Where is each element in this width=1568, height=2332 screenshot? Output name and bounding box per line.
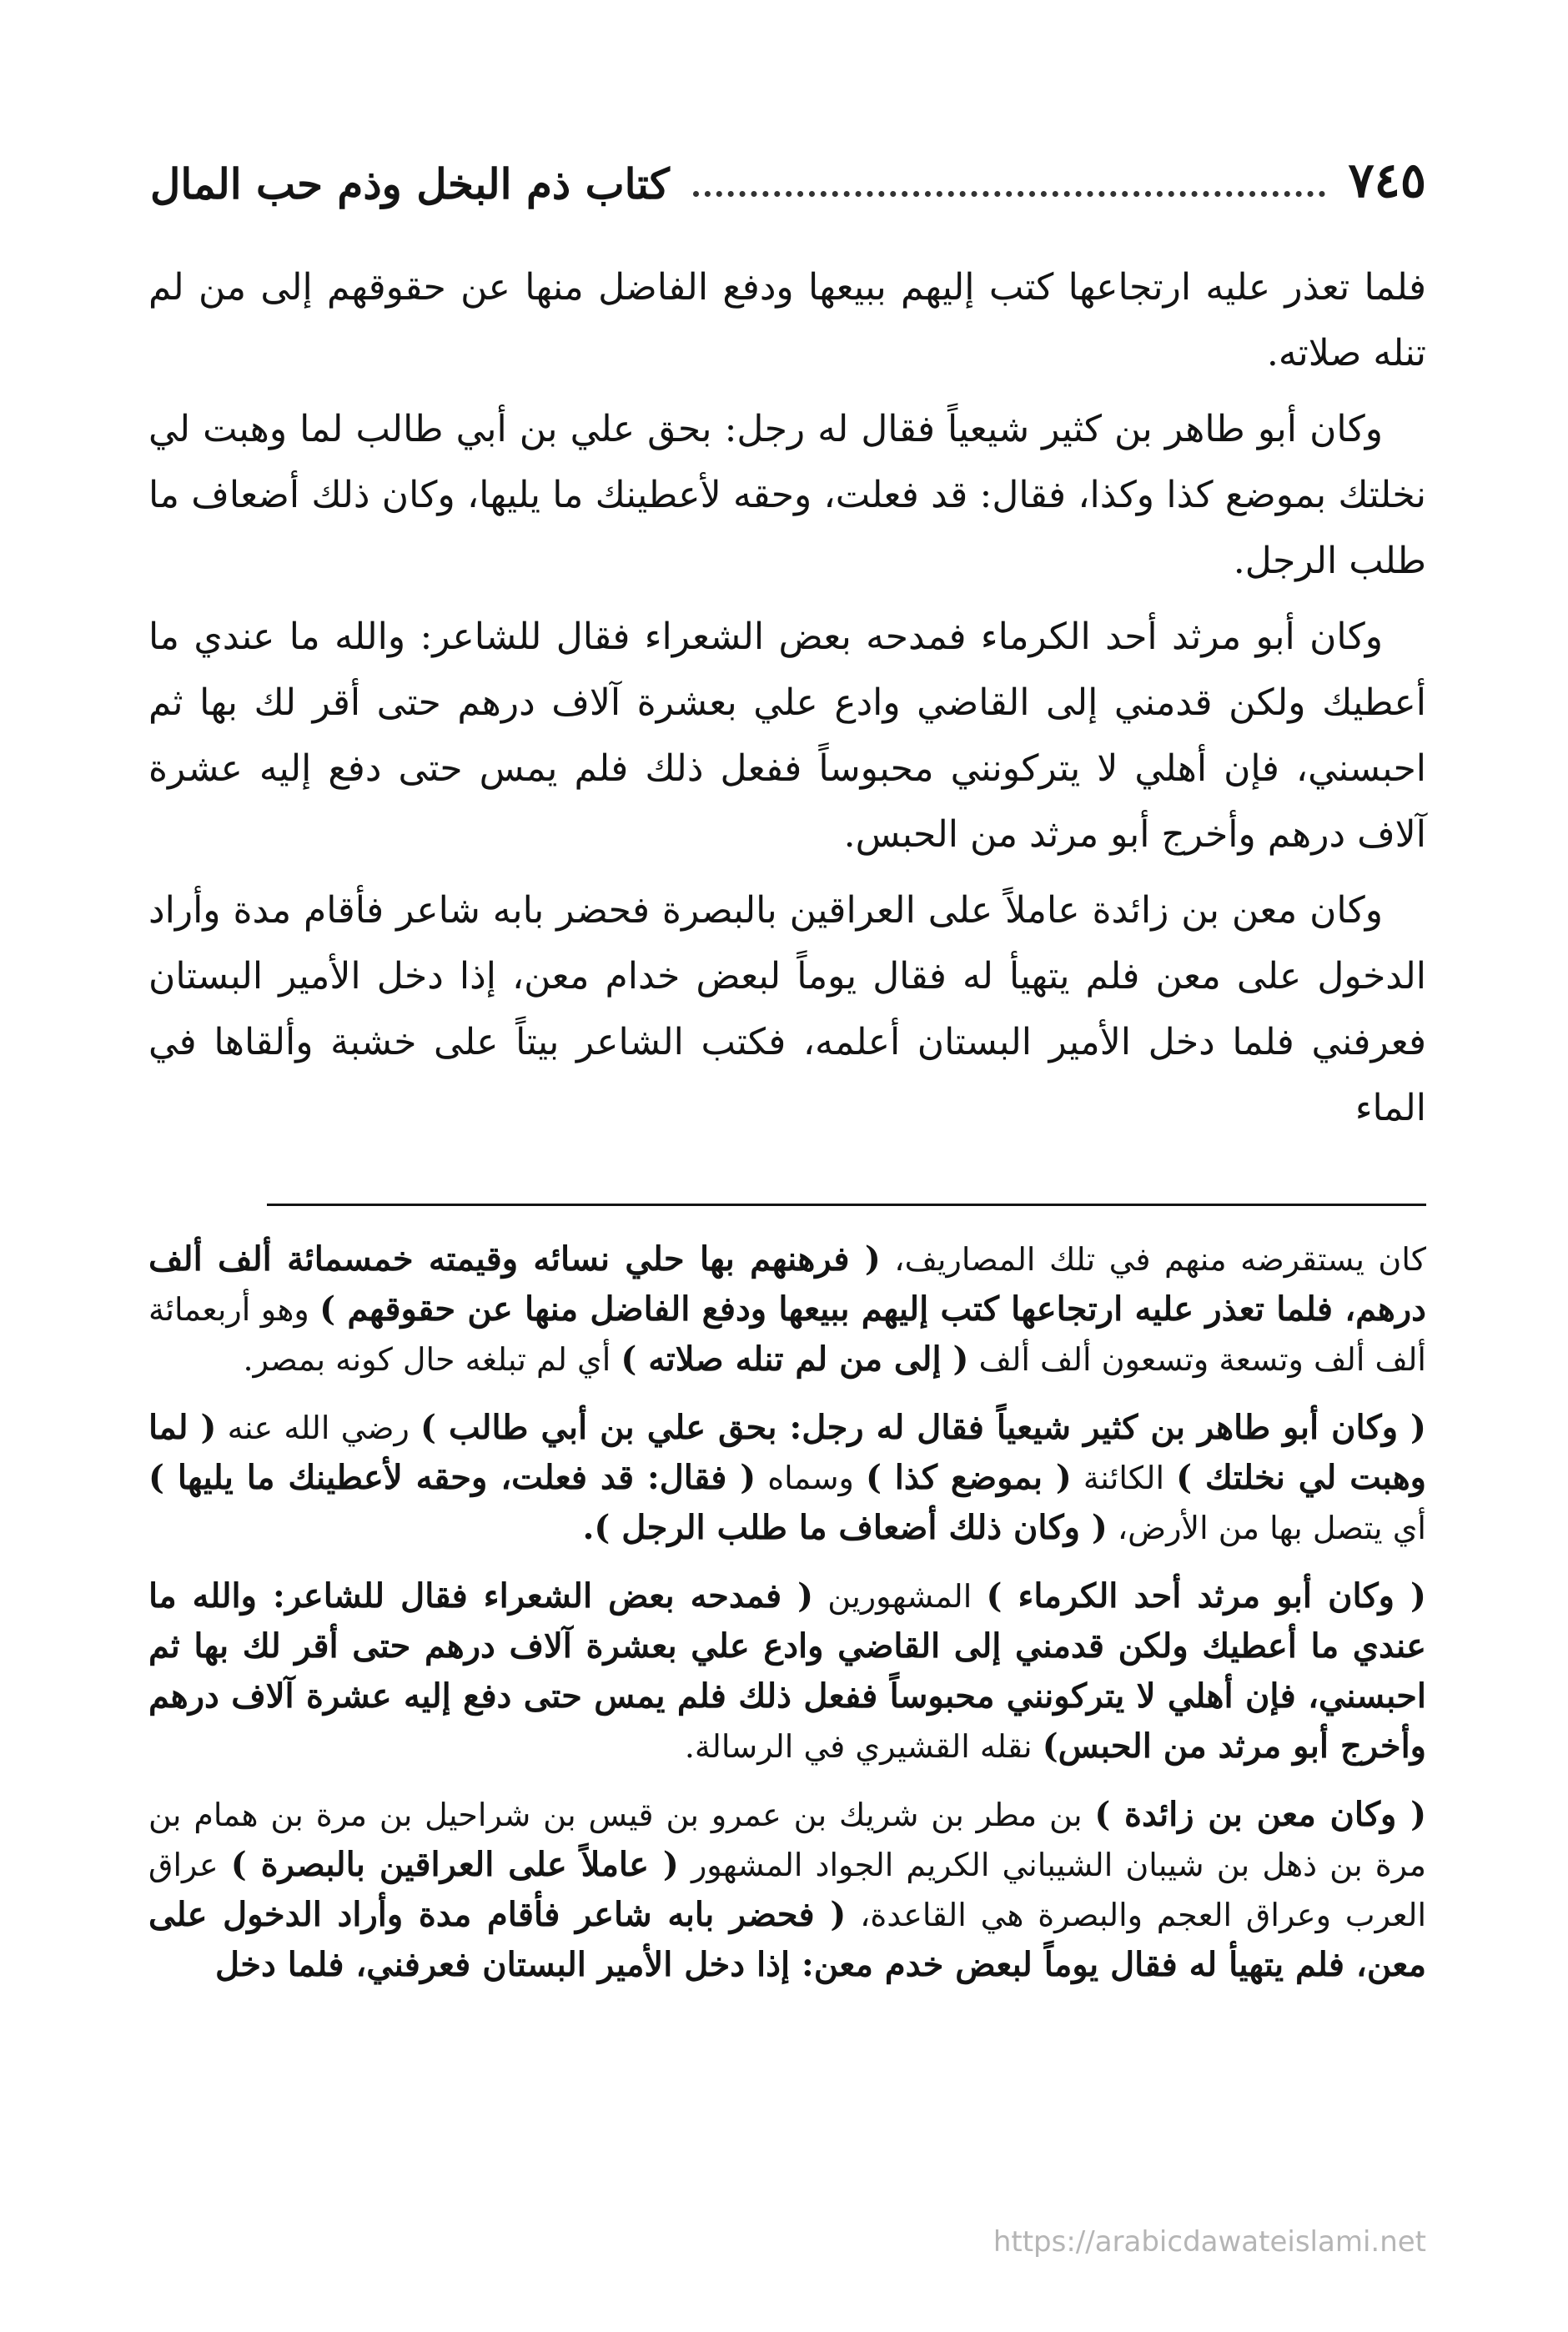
commentary-text: كان يستقرضه منهم في تلك المصاريف،: [880, 1241, 1426, 1278]
commentary-text: عراق العرب وعراق العجم والبصرة هي القاعدة،: [148, 1847, 1427, 1933]
commentary-text: بن مطر بن شريك بن عمرو بن قيس بن شراحيل بن مرة بن همام بن مرة بن ذهل بن شيبان الشيباني الكريم الجواد المشهور: [148, 1797, 1426, 1883]
quoted-text: ( وكان أبو طاهر بن كثير شيعياً فقال له رجل: بحق علي بن أبي طالب ): [420, 1408, 1426, 1447]
commentary-text: أي يتصل بها من الأرض،: [1107, 1510, 1426, 1546]
header-dot-leader: [693, 191, 1325, 197]
commentary: [148, 1234, 1426, 2008]
quoted-text: ( فقال: قد فعلت، وحقه لأعطينك ما يليها ): [148, 1458, 756, 1497]
quoted-text: ( وكان ذلك أضعاف ما طلب الرجل ).: [582, 1508, 1108, 1547]
main-paragraph: وكان أبو طاهر بن كثير شيعياً فقال له رجل: بحق علي بن أبي طالب لما وهبت لي نخلتك بموضع كذا وكذا، فقال: قد فعلت، وحقه لأعطينك ما يليها، وكان ذلك أضعاف ما طلب الرجل.: [148, 408, 1426, 582]
commentary-paragraph: [148, 1790, 1426, 1990]
commentary-text: وسماه: [756, 1460, 866, 1496]
page-header: [150, 117, 1426, 209]
quoted-text: ( فمدحه بعض الشعراء فقال للشاعر: والله ما عندي ما أعطيك ولكن قدمني إلى القاضي وادع علي بعشرة آلاف درهم حتى أقر لك بها ثم احبسني، فإن أهلي لا يتركونني محبوساً ففعل ذلك فلم يمس حتى دفع إليه عشرة آلاف درهم وأخرج أبو مرثد من الحبس): [148, 1576, 1426, 1766]
commentary-text: الكائنة: [1071, 1460, 1177, 1496]
commentary-text: رضي الله عنه: [216, 1410, 421, 1446]
quoted-text: ( عاملاً على العراقين بالبصرة ): [230, 1845, 679, 1884]
commentary-paragraph: [148, 1571, 1426, 1772]
main-paragraph: فلما تعذر عليه ارتجاعها كتب إليهم ببيعها ودفع الفاضل منها عن حقوقهم إلى من لم تنله صلاته.: [148, 266, 1426, 374]
commentary-text: نقله القشيري في الرسالة.: [684, 1728, 1043, 1765]
footnote-divider: [267, 1204, 1426, 1206]
commentary-paragraph: [148, 1234, 1426, 1385]
running-title: كتاب ذم البخل وذم حب المال: [150, 159, 670, 209]
main-text: [148, 254, 1426, 1151]
commentary-text: أي لم تبلغه حال كونه بمصر.: [243, 1341, 621, 1378]
quoted-text: ( وكان معن بن زائدة ): [1094, 1795, 1427, 1834]
commentary-text: المشهورين: [813, 1578, 987, 1615]
quoted-text: ( لما وهبت لي نخلتك ): [148, 1408, 1426, 1497]
quoted-text: ( بموضع كذا ): [865, 1458, 1072, 1497]
quoted-text: ( فرهنهم بها حلي نسائه وقيمته خمسمائة ألف ألف درهم، فلما تعذر عليه ارتجاعها كتب إليهم ببيعها ودفع الفاضل منها عن حقوقهم ): [148, 1239, 1426, 1329]
main-paragraph: وكان أبو مرثد أحد الكرماء فمدحه بعض الشعراء فقال للشاعر: والله ما عندي ما أعطيك ولكن قدمني إلى القاضي وادع علي بعشرة آلاف درهم حتى أقر لك بها ثم احبسني، فإن أهلي لا يتركونني محبوساً ففعل ذلك فلم يمس حتى دفع إليه عشرة آلاف درهم وأخرج أبو مرثد من الحبس.: [148, 616, 1426, 856]
main-paragraph: وكان معن بن زائدة عاملاً على العراقين بالبصرة فحضر بابه شاعر فأقام مدة وأراد الدخول على معن فلم يتهيأ له فقال يوماً لبعض خدام معن، إذا دخل الأمير البستان فعرفني فلما دخل الأمير البستان أعلمه، فكتب الشاعر بيتاً على خشبة وألقاها في الماء: [148, 889, 1426, 1129]
watermark: https://arabicdawateislami.net: [993, 2225, 1426, 2259]
page-number: ٧٤٥: [1348, 152, 1426, 209]
quoted-text: ( وكان أبو مرثد أحد الكرماء ): [986, 1576, 1426, 1616]
commentary-text: وهو أربعمائة ألف ألف وتسعة وتسعون ألف ألف: [148, 1291, 1426, 1378]
commentary-paragraph: [148, 1403, 1426, 1553]
quoted-text: ( فحضر بابه شاعر فأقام مدة وأراد الدخول على معن، فلم يتهيأ له فقال يوماً لبعض خدم معن: إذا دخل الأمير البستان فعرفني، فلما دخل: [148, 1895, 1426, 1984]
quoted-text: ( إلى من لم تنله صلاته ): [621, 1339, 969, 1379]
